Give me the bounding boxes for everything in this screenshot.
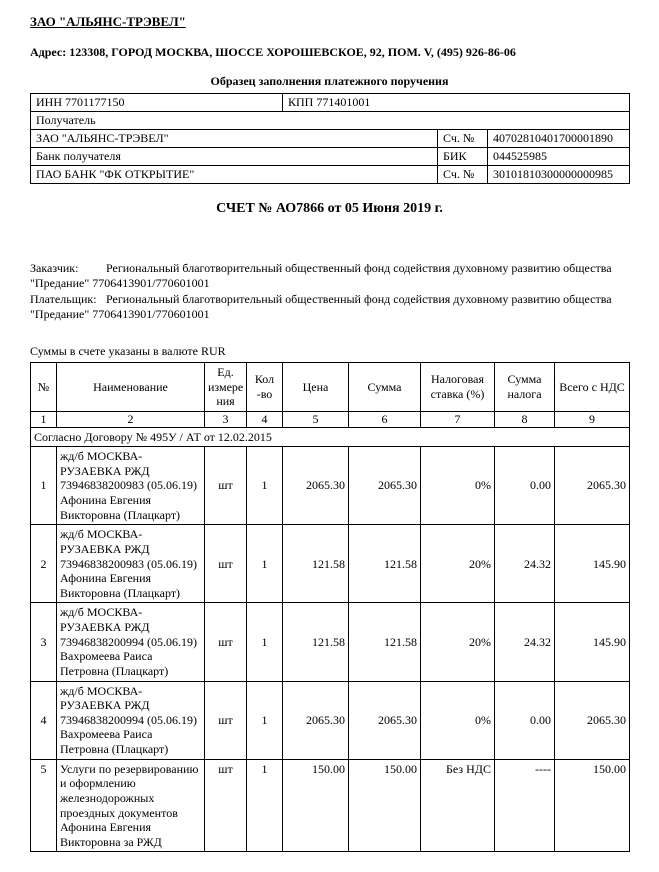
customer-label: Заказчик: bbox=[30, 261, 79, 275]
item-tax-rate-cell: Без НДС bbox=[421, 759, 495, 852]
item-price-cell: 2065.30 bbox=[283, 447, 349, 525]
col-header-tax-sum: Сумма налога bbox=[495, 363, 555, 412]
corr-number-cell: 30101810300000000985 bbox=[488, 166, 630, 184]
col-header-qty: Кол -во bbox=[247, 363, 283, 412]
item-number-cell: 4 bbox=[31, 681, 57, 759]
item-qty-cell: 1 bbox=[247, 525, 283, 603]
col-header-total: Всего с НДС bbox=[555, 363, 630, 412]
items-header-row bbox=[31, 363, 630, 412]
item-price-cell: 2065.30 bbox=[283, 681, 349, 759]
item-tax-rate-cell: 20% bbox=[421, 603, 495, 681]
col-index: 6 bbox=[349, 411, 421, 427]
item-tax-rate-cell: 0% bbox=[421, 447, 495, 525]
bik-label-cell: БИК bbox=[438, 148, 488, 166]
bank-label-cell: Банк получателя bbox=[31, 148, 438, 166]
item-unit-cell: шт bbox=[205, 525, 247, 603]
payer-text: Региональный благотворительный общественный фонд содействия духовному развитию общества "Предание" 7706413901/770601001 bbox=[30, 292, 612, 321]
col-index: 4 bbox=[247, 411, 283, 427]
col-index: 5 bbox=[283, 411, 349, 427]
company-name: ЗАО "АЛЬЯНС-ТРЭВЕЛ" bbox=[30, 14, 186, 29]
item-total-cell: 145.90 bbox=[555, 525, 630, 603]
parties-block bbox=[30, 261, 629, 322]
col-header-name: Наименование bbox=[57, 363, 205, 412]
item-name-cell: жд/б МОСКВА-РУЗАЕВКА РЖД 73946838200983 (05.06.19) Афонина Евгения Викторовна (Плацкарт) bbox=[57, 447, 205, 525]
account-number-cell: 40702810401700001890 bbox=[488, 130, 630, 148]
customer-row bbox=[30, 261, 629, 291]
account-label-cell: Сч. № bbox=[438, 130, 488, 148]
corr-label-cell: Сч. № bbox=[438, 166, 488, 184]
table-row bbox=[31, 681, 630, 759]
item-number-cell: 1 bbox=[31, 447, 57, 525]
item-number-cell: 2 bbox=[31, 525, 57, 603]
col-header-number: № bbox=[31, 363, 57, 412]
item-total-cell: 150.00 bbox=[555, 759, 630, 852]
col-header-price: Цена bbox=[283, 363, 349, 412]
table-row bbox=[31, 166, 630, 184]
payer-row bbox=[30, 292, 629, 322]
item-tax-sum-cell: 24.32 bbox=[495, 603, 555, 681]
item-qty-cell: 1 bbox=[247, 447, 283, 525]
inn-cell: ИНН 7701177150 bbox=[31, 94, 283, 112]
item-tax-sum-cell: 0.00 bbox=[495, 447, 555, 525]
item-total-cell: 145.90 bbox=[555, 603, 630, 681]
item-sum-cell: 2065.30 bbox=[349, 681, 421, 759]
table-row bbox=[31, 759, 630, 852]
item-price-cell: 121.58 bbox=[283, 525, 349, 603]
kpp-cell: КПП 771401001 bbox=[283, 94, 630, 112]
items-body bbox=[31, 427, 630, 852]
item-tax-rate-cell: 20% bbox=[421, 525, 495, 603]
item-name-cell: жд/б МОСКВА-РУЗАЕВКА РЖД 73946838200994 (05.06.19) Вахромеева Раиса Петровна (Плацкарт) bbox=[57, 681, 205, 759]
item-qty-cell: 1 bbox=[247, 681, 283, 759]
item-price-cell: 121.58 bbox=[283, 603, 349, 681]
recipient-label-cell: Получатель bbox=[31, 112, 630, 130]
table-row bbox=[31, 148, 630, 166]
payment-order-sample-title: Образец заполнения платежного поручения bbox=[210, 74, 449, 88]
col-index: 8 bbox=[495, 411, 555, 427]
payer-label: Плательщик: bbox=[30, 292, 97, 306]
item-unit-cell: шт bbox=[205, 681, 247, 759]
table-row bbox=[31, 525, 630, 603]
company-address: Адрес: 123308, ГОРОД МОСКВА, ШОССЕ ХОРОШЕВСКОЕ, 92, ПОМ. V, (495) 926-86-06 bbox=[30, 45, 516, 59]
item-total-cell: 2065.30 bbox=[555, 447, 630, 525]
item-sum-cell: 150.00 bbox=[349, 759, 421, 852]
item-unit-cell: шт bbox=[205, 759, 247, 852]
item-unit-cell: шт bbox=[205, 447, 247, 525]
table-row bbox=[31, 603, 630, 681]
col-header-tax-rate: Налоговая ставка (%) bbox=[421, 363, 495, 412]
item-sum-cell: 121.58 bbox=[349, 525, 421, 603]
item-sum-cell: 2065.30 bbox=[349, 447, 421, 525]
col-header-sum: Сумма bbox=[349, 363, 421, 412]
table-row bbox=[31, 130, 630, 148]
item-name-cell: жд/б МОСКВА-РУЗАЕВКА РЖД 73946838200983 (05.06.19) Афонина Евгения Викторовна (Плацкарт) bbox=[57, 525, 205, 603]
customer-text: Региональный благотворительный общественный фонд содействия духовному развитию общества "Предание" 7706413901/770601001 bbox=[30, 261, 612, 290]
item-price-cell: 150.00 bbox=[283, 759, 349, 852]
item-number-cell: 3 bbox=[31, 603, 57, 681]
item-number-cell: 5 bbox=[31, 759, 57, 852]
table-row bbox=[31, 447, 630, 525]
col-index: 3 bbox=[205, 411, 247, 427]
col-index: 9 bbox=[555, 411, 630, 427]
invoice-title: СЧЕТ № АО7866 от 05 Июня 2019 г. bbox=[216, 201, 443, 216]
item-name-cell: Услуги по резервированию и оформлению железнодорожных проездных документов Афонина Евгения Викторовна за РЖД bbox=[57, 759, 205, 852]
item-total-cell: 2065.30 bbox=[555, 681, 630, 759]
column-number-row bbox=[31, 411, 630, 427]
contract-note-row bbox=[31, 427, 630, 447]
recipient-name-cell: ЗАО "АЛЬЯНС-ТРЭВЕЛ" bbox=[31, 130, 438, 148]
table-row bbox=[31, 112, 630, 130]
col-index: 2 bbox=[57, 411, 205, 427]
bank-details-table bbox=[30, 93, 630, 184]
contract-note: Согласно Договору № 495У / АТ от 12.02.2015 bbox=[31, 427, 630, 447]
item-name-cell: жд/б МОСКВА-РУЗАЕВКА РЖД 73946838200994 (05.06.19) Вахромеева Раиса Петровна (Плацкарт) bbox=[57, 603, 205, 681]
item-unit-cell: шт bbox=[205, 603, 247, 681]
item-qty-cell: 1 bbox=[247, 603, 283, 681]
bank-name-cell: ПАО БАНК "ФК ОТКРЫТИЕ" bbox=[31, 166, 438, 184]
col-index: 7 bbox=[421, 411, 495, 427]
col-index: 1 bbox=[31, 411, 57, 427]
col-header-unit: Ед. измере ния bbox=[205, 363, 247, 412]
items-table bbox=[30, 362, 630, 852]
item-tax-sum-cell: 0.00 bbox=[495, 681, 555, 759]
item-tax-rate-cell: 0% bbox=[421, 681, 495, 759]
bik-value-cell: 044525985 bbox=[488, 148, 630, 166]
item-tax-sum-cell: 24.32 bbox=[495, 525, 555, 603]
item-tax-sum-cell: ---- bbox=[495, 759, 555, 852]
item-sum-cell: 121.58 bbox=[349, 603, 421, 681]
table-row bbox=[31, 94, 630, 112]
currency-note: Суммы в счете указаны в валюте RUR bbox=[30, 344, 226, 358]
item-qty-cell: 1 bbox=[247, 759, 283, 852]
